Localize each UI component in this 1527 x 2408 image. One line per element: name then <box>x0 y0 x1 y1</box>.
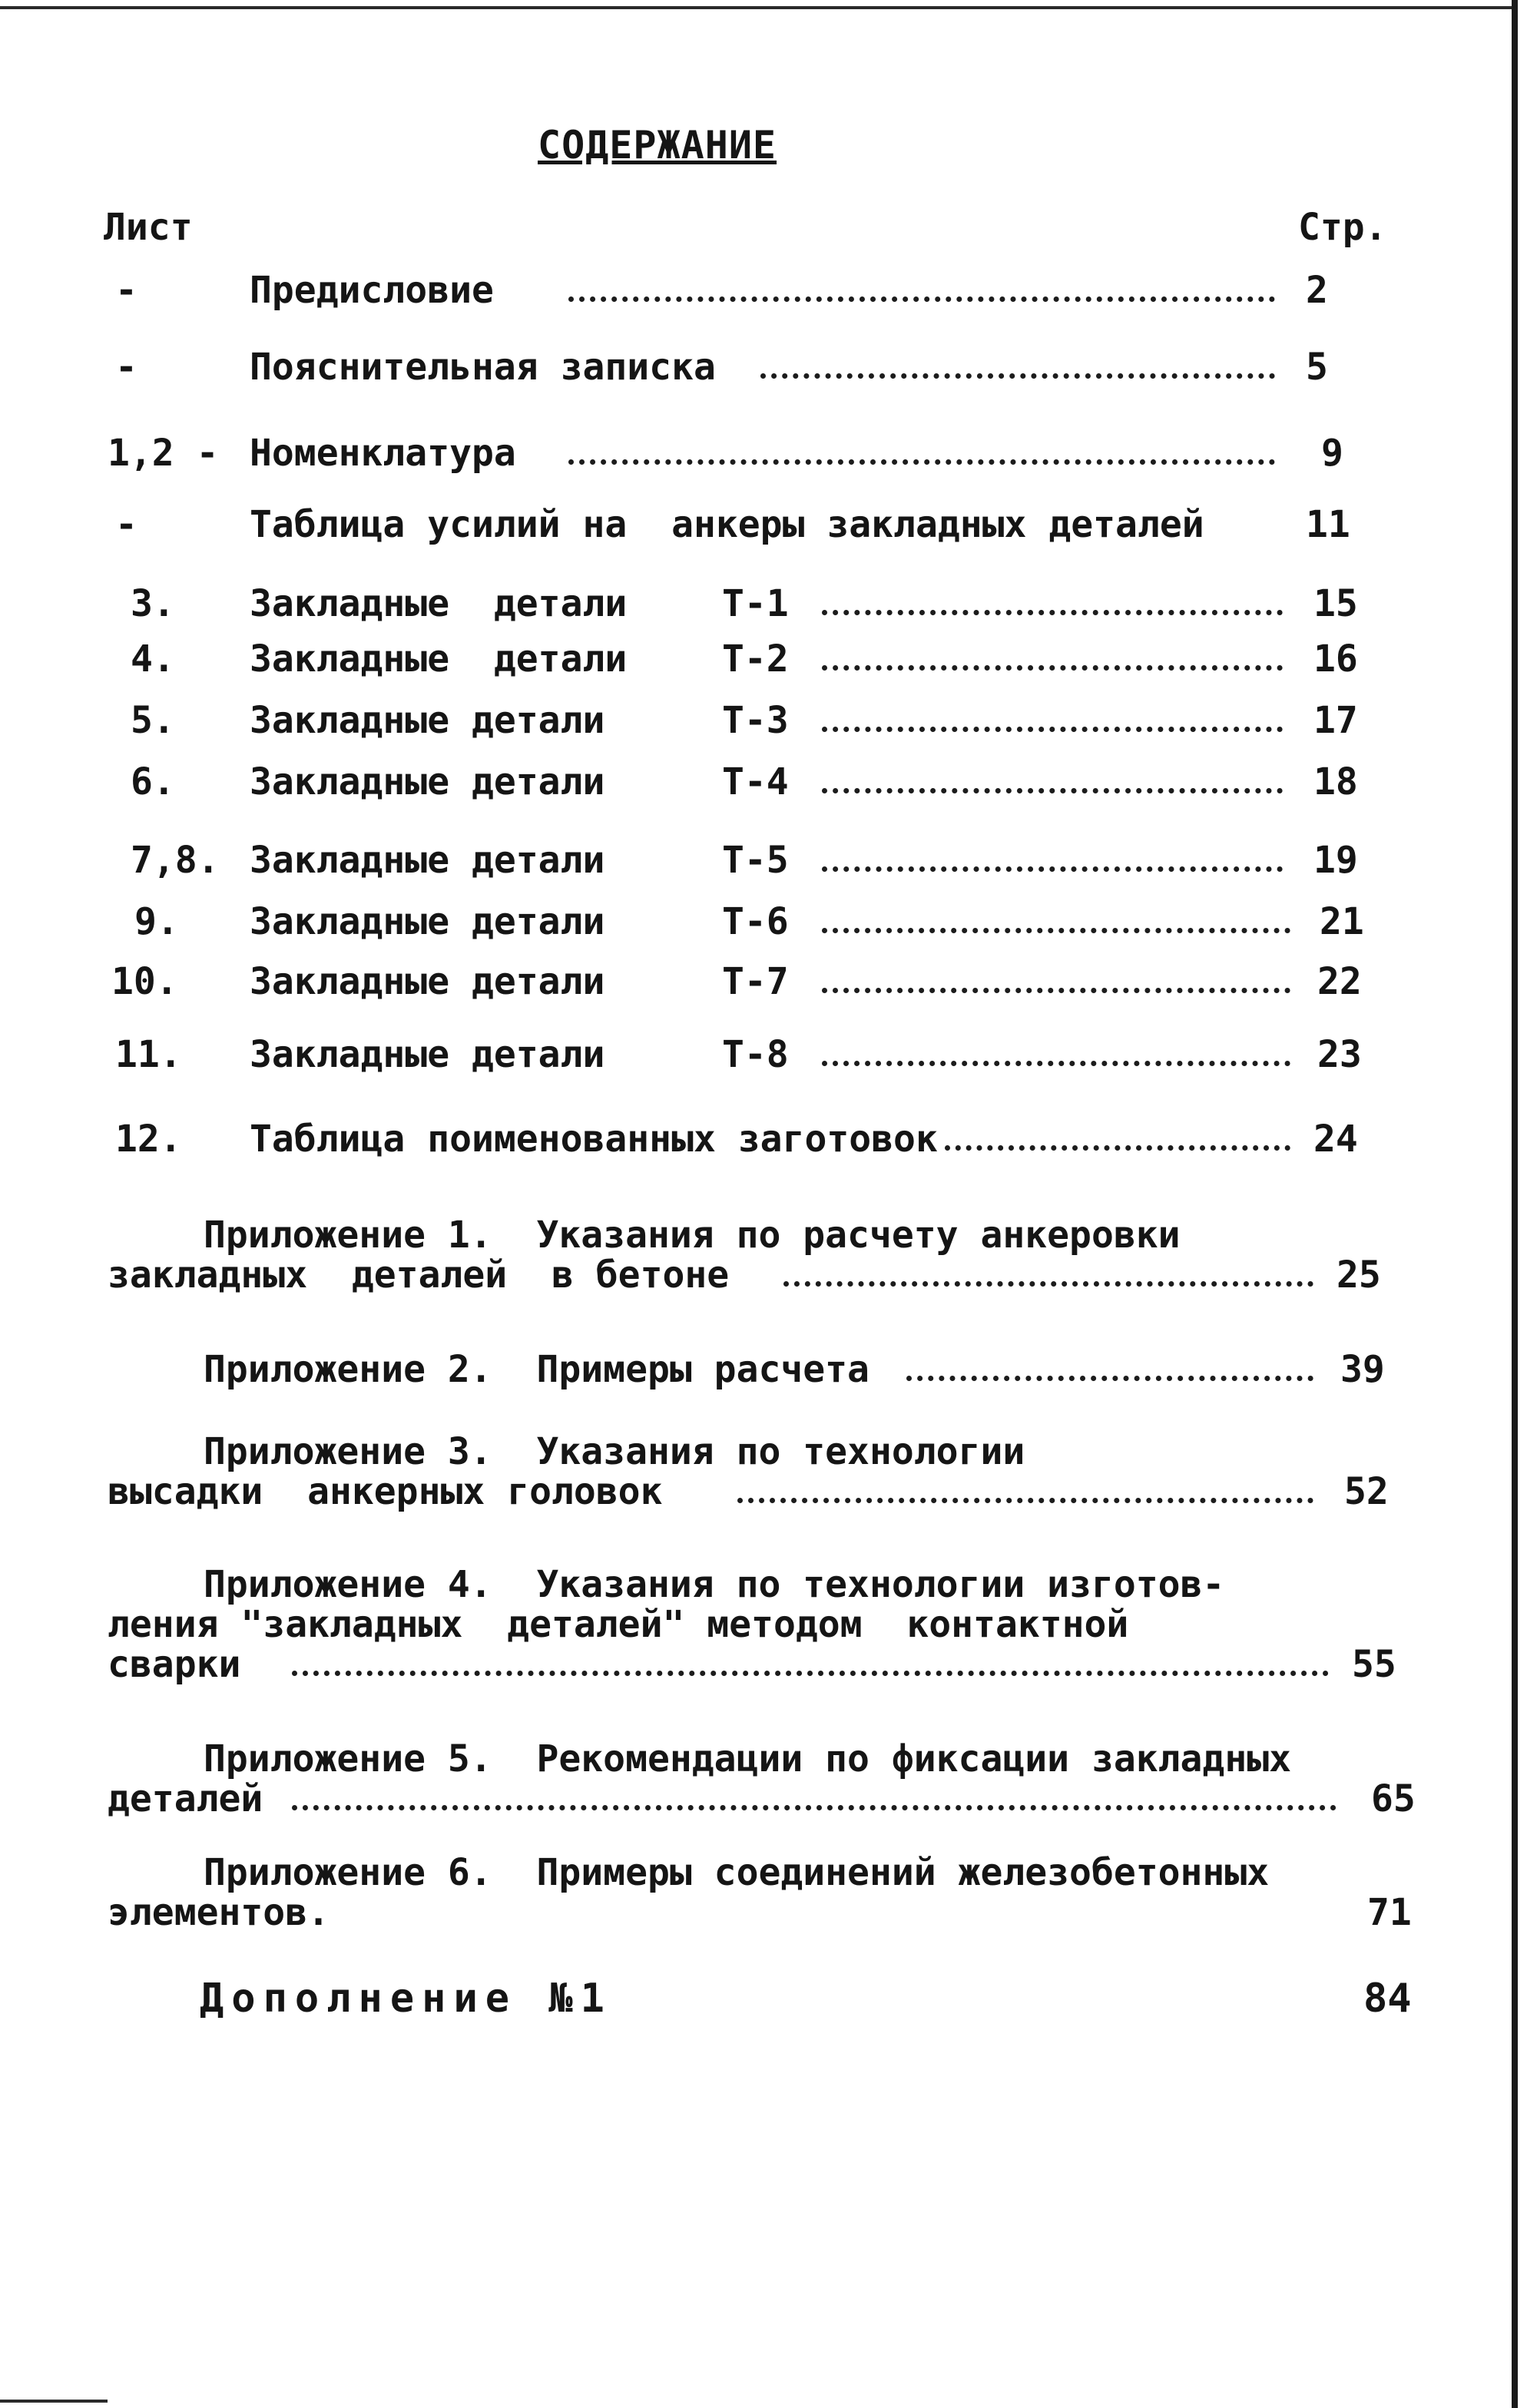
scan-border-top <box>0 6 1518 9</box>
toc-name: Предисловие <box>250 269 494 312</box>
toc-name: Закладные детали <box>250 699 605 742</box>
toc-name: Таблица усилий на анкеры закладных деталей <box>250 503 1204 546</box>
appendix-title-cont: ления "закладных деталей" методом контактной <box>108 1603 1129 1646</box>
toc-name: Закладные детали <box>250 900 605 943</box>
toc-page: 18 <box>1313 760 1358 803</box>
toc-row <box>0 839 1527 893</box>
toc-code: Т-4 <box>722 760 789 803</box>
column-header-page: Стр. <box>1298 206 1387 249</box>
toc-page: 9 <box>1321 432 1343 475</box>
appendix-page: 25 <box>1337 1254 1381 1297</box>
toc-name: Таблица поименованных заготовок <box>250 1118 938 1161</box>
column-header-sheet: Лист <box>104 206 193 249</box>
toc-name: Закладные детали <box>250 638 628 681</box>
toc-name: Закладные детали <box>250 1033 605 1076</box>
toc-sheet: 12. <box>115 1118 182 1161</box>
toc-row <box>0 269 1527 323</box>
toc-row <box>0 699 1527 753</box>
toc-row <box>0 638 1527 691</box>
toc-page: 24 <box>1313 1118 1358 1161</box>
toc-code: Т-3 <box>722 699 789 742</box>
toc-sheet: 9. <box>134 900 179 943</box>
leader-dots <box>822 851 1283 872</box>
toc-sheet: - <box>115 503 137 546</box>
toc-sheet: - <box>115 269 137 312</box>
leader-dots <box>783 1266 1313 1287</box>
toc-name: Пояснительная записка <box>250 346 716 389</box>
leader-dots <box>568 281 1275 302</box>
toc-page: 23 <box>1317 1033 1362 1076</box>
toc-row <box>0 346 1527 399</box>
toc-sheet: 5. <box>131 699 175 742</box>
leader-dots <box>822 1045 1290 1066</box>
toc-page: 11 <box>1306 503 1350 546</box>
toc-code: Т-1 <box>722 582 789 625</box>
leader-dots <box>292 1655 1329 1676</box>
leader-dots <box>760 358 1275 379</box>
supplement-page: 84 <box>1363 1976 1412 2022</box>
appendix-title-cont: сварки <box>108 1643 241 1686</box>
leader-dots <box>945 1130 1290 1151</box>
toc-row <box>0 960 1527 1014</box>
toc-sheet: 3. <box>131 582 175 625</box>
toc-code: Т-6 <box>722 900 789 943</box>
toc-page: 5 <box>1306 346 1328 389</box>
appendix-title: Приложение 1. Указания по расчету анкеровки <box>204 1214 1181 1257</box>
toc-sheet: 7,8. <box>131 839 220 882</box>
leader-dots <box>822 972 1290 993</box>
appendix-page: 71 <box>1367 1891 1412 1934</box>
toc-code: Т-8 <box>722 1033 789 1076</box>
leader-dots <box>568 444 1275 465</box>
appendix-title: Приложение 6. Примеры соединений железобетонных <box>204 1851 1270 1894</box>
leader-dots <box>292 1790 1337 1810</box>
toc-row <box>0 503 1527 557</box>
toc-row <box>0 1118 1527 1171</box>
toc-row <box>0 1033 1527 1087</box>
toc-page: 16 <box>1313 638 1358 681</box>
leader-dots <box>822 773 1283 793</box>
leader-dots <box>822 913 1290 933</box>
appendix-title: Приложение 5. Рекомендации по фиксации закладных <box>204 1737 1292 1780</box>
appendix-page: 52 <box>1344 1470 1389 1513</box>
appendix-title-cont: деталей <box>108 1777 263 1820</box>
toc-page: 2 <box>1306 269 1328 312</box>
toc-row <box>0 900 1527 954</box>
appendix-page: 65 <box>1371 1777 1416 1820</box>
toc-sheet: 1,2 - <box>108 432 219 475</box>
toc-row <box>0 582 1527 636</box>
appendix-page: 55 <box>1352 1643 1396 1686</box>
toc-sheet: 10. <box>111 960 178 1003</box>
leader-dots <box>822 595 1283 615</box>
toc-sheet: 4. <box>131 638 175 681</box>
appendix-title: Приложение 3. Указания по технологии <box>204 1430 1025 1473</box>
scan-border-bottom <box>0 2400 108 2403</box>
toc-sheet: - <box>115 346 137 389</box>
toc-name: Закладные детали <box>250 960 605 1003</box>
toc-page: 22 <box>1317 960 1362 1003</box>
toc-row <box>0 760 1527 814</box>
toc-sheet: 6. <box>131 760 175 803</box>
toc-name: Закладные детали <box>250 582 628 625</box>
appendix-title: Приложение 2. Примеры расчета <box>204 1348 869 1391</box>
toc-name: Закладные детали <box>250 760 605 803</box>
toc-sheet: 11. <box>115 1033 182 1076</box>
toc-page: 21 <box>1320 900 1364 943</box>
toc-code: Т-2 <box>722 638 789 681</box>
toc-name: Закладные детали <box>250 839 605 882</box>
toc-page: 19 <box>1313 839 1358 882</box>
leader-dots <box>906 1360 1313 1381</box>
appendix-title: Приложение 4. Указания по технологии изготов- <box>204 1563 1225 1606</box>
toc-code: Т-7 <box>722 960 789 1003</box>
leader-dots <box>822 711 1283 732</box>
appendix-title-cont: элементов. <box>108 1891 330 1934</box>
appendix-page: 39 <box>1340 1348 1385 1391</box>
appendix-title-cont: закладных деталей в бетоне <box>108 1254 730 1297</box>
leader-dots <box>737 1482 1313 1503</box>
toc-page: 15 <box>1313 582 1358 625</box>
appendix-title-cont: высадки анкерных головок <box>108 1470 663 1513</box>
toc-name: Номенклатура <box>250 432 516 475</box>
supplement-label: Дополнение №1 <box>200 1976 612 2022</box>
leader-dots <box>822 650 1283 671</box>
page-title: СОДЕРЖАНИЕ <box>538 123 777 167</box>
toc-page: 17 <box>1313 699 1358 742</box>
toc-code: Т-5 <box>722 839 789 882</box>
toc-row <box>0 432 1527 485</box>
